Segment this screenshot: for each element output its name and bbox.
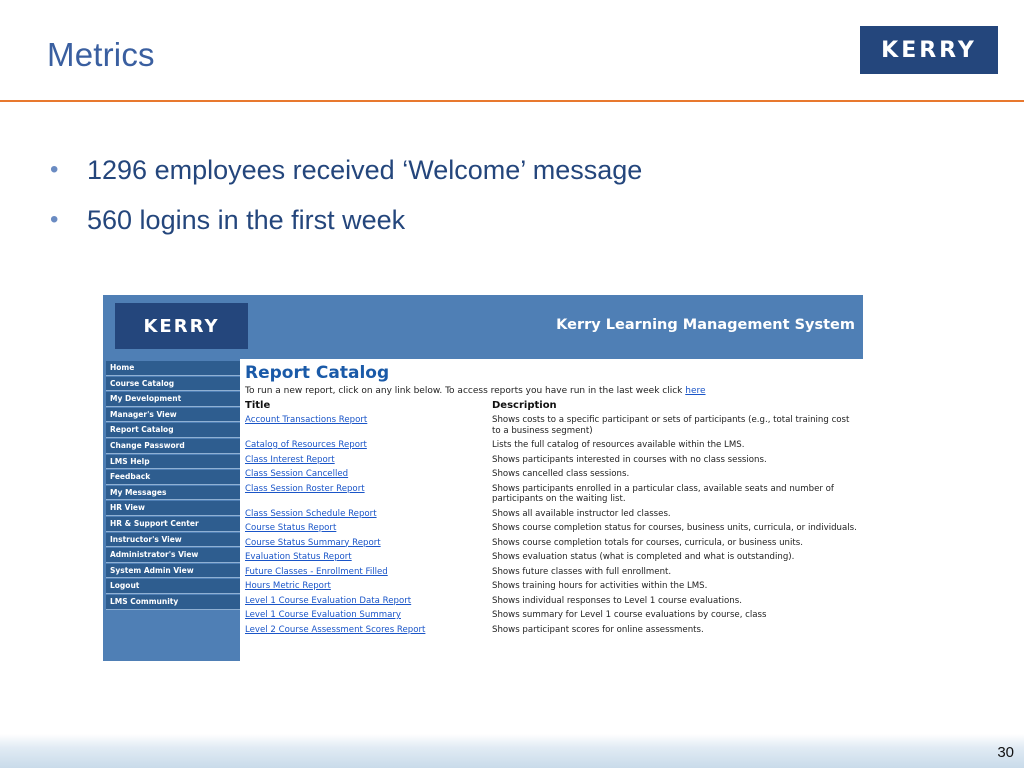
report-description: Shows costs to a specific participant or sets of participants (e.g., total training cost to a business segment)	[492, 415, 850, 436]
recent-reports-link[interactable]: here	[685, 386, 706, 396]
report-table-header	[245, 400, 860, 411]
report-link[interactable]: Class Session Roster Report	[245, 483, 365, 494]
report-link[interactable]: Level 1 Course Evaluation Data Report	[245, 595, 412, 606]
bullet-text: 1296 employees received ‘Welcome’ message	[87, 155, 643, 185]
report-description: Shows participants interested in courses with no class sessions.	[492, 454, 767, 465]
report-row	[245, 577, 860, 592]
report-description: Shows participants enrolled in a particular class, available seats and number of participants on the waiting list.	[492, 483, 834, 504]
sidebar-item-logout[interactable]: Logout	[106, 579, 240, 594]
report-description: Lists the full catalog of resources available within the LMS.	[492, 440, 745, 450]
report-row	[245, 592, 860, 607]
report-catalog	[245, 363, 860, 635]
sidebar-item-course-catalog[interactable]: Course Catalog	[106, 377, 240, 392]
report-row	[245, 621, 860, 636]
report-description: Shows future classes with full enrollment.	[492, 566, 672, 577]
sidebar-item-lms-community[interactable]: LMS Community	[106, 595, 240, 610]
report-row	[245, 606, 860, 621]
report-catalog-heading: Report Catalog	[245, 363, 390, 383]
description-column-header: Description	[492, 400, 557, 411]
report-description: Shows all available instructor led classes.	[492, 508, 671, 519]
report-link[interactable]: Evaluation Status Report	[245, 552, 352, 562]
sidebar-menu	[106, 361, 240, 611]
report-link[interactable]: Account Transactions Report	[245, 415, 368, 425]
sidebar-item-my-development[interactable]: My Development	[106, 392, 240, 407]
bullet-text: 560 logins in the first week	[87, 205, 406, 235]
title-column-header: Title	[245, 400, 271, 411]
report-link[interactable]: Level 2 Course Assessment Scores Report	[245, 624, 426, 635]
lms-header	[103, 295, 863, 359]
report-row	[245, 548, 860, 563]
report-description: Shows training hours for activities within the LMS.	[492, 581, 708, 591]
report-link[interactable]: Class Session Schedule Report	[245, 508, 377, 519]
sidebar-item-hr-view[interactable]: HR View	[106, 501, 240, 516]
bullet-icon: •	[50, 206, 59, 233]
report-link[interactable]: Course Status Summary Report	[245, 537, 381, 548]
report-description: Shows course completion status for courses, business units, curricula, or individuals.	[492, 523, 857, 533]
report-row	[245, 480, 860, 505]
lms-logo[interactable]	[115, 303, 248, 349]
report-row	[245, 411, 860, 436]
sidebar-item-instructor-s-view[interactable]: Instructor's View	[106, 533, 240, 548]
bullet-list	[50, 145, 642, 245]
report-link[interactable]: Class Session Cancelled	[245, 469, 349, 479]
report-description: Shows summary for Level 1 course evaluations by course, class	[492, 610, 767, 620]
bullet-item	[50, 195, 642, 245]
footer-band	[0, 734, 1024, 768]
report-description: Shows evaluation status (what is completed and what is outstanding).	[492, 552, 795, 562]
report-link[interactable]: Hours Metric Report	[245, 581, 331, 591]
intro-text: To run a new report, click on any link below. To access reports you have run in the last week click	[245, 386, 683, 396]
sidebar-item-change-password[interactable]: Change Password	[106, 439, 240, 454]
report-catalog-intro	[245, 386, 860, 396]
report-link[interactable]: Class Interest Report	[245, 454, 335, 465]
report-table-body	[245, 411, 860, 635]
kerry-logo	[860, 26, 998, 74]
slide-title: Metrics	[47, 36, 155, 73]
sidebar-item-lms-help[interactable]: LMS Help	[106, 455, 240, 470]
lms-sidebar	[103, 359, 240, 661]
sidebar-item-feedback[interactable]: Feedback	[106, 470, 240, 485]
sidebar-item-home[interactable]: Home	[106, 361, 240, 376]
report-row	[245, 436, 860, 451]
report-description: Shows individual responses to Level 1 course evaluations.	[492, 595, 742, 606]
report-description: Shows course completion totals for courses, curricula, or business units.	[492, 537, 803, 548]
sidebar-item-report-catalog[interactable]: Report Catalog	[106, 423, 240, 438]
report-description: Shows cancelled class sessions.	[492, 469, 630, 479]
lms-screenshot	[103, 295, 863, 661]
report-link[interactable]: Future Classes - Enrollment Filled	[245, 566, 388, 577]
sidebar-item-hr-support-center[interactable]: HR & Support Center	[106, 517, 240, 532]
sidebar-item-administrator-s-view[interactable]: Administrator's View	[106, 548, 240, 563]
report-row	[245, 465, 860, 480]
report-row	[245, 451, 860, 466]
lms-logo-text: KERRY	[143, 315, 220, 337]
report-link[interactable]: Course Status Report	[245, 523, 337, 533]
lms-system-title: Kerry Learning Management System	[556, 317, 855, 333]
report-row	[245, 505, 860, 520]
sidebar-item-my-messages[interactable]: My Messages	[106, 486, 240, 501]
page-number: 30	[997, 744, 1014, 761]
report-link[interactable]: Catalog of Resources Report	[245, 440, 367, 450]
sidebar-item-manager-s-view[interactable]: Manager's View	[106, 408, 240, 423]
logo-text: KERRY	[881, 37, 977, 63]
report-row	[245, 519, 860, 534]
report-row	[245, 534, 860, 549]
report-link[interactable]: Level 1 Course Evaluation Summary	[245, 610, 401, 620]
report-description: Shows participant scores for online assessments.	[492, 624, 704, 635]
title-divider	[0, 100, 1024, 102]
bullet-item	[50, 145, 642, 195]
sidebar-item-system-admin-view[interactable]: System Admin View	[106, 564, 240, 579]
bullet-icon: •	[50, 156, 59, 183]
report-row	[245, 563, 860, 578]
